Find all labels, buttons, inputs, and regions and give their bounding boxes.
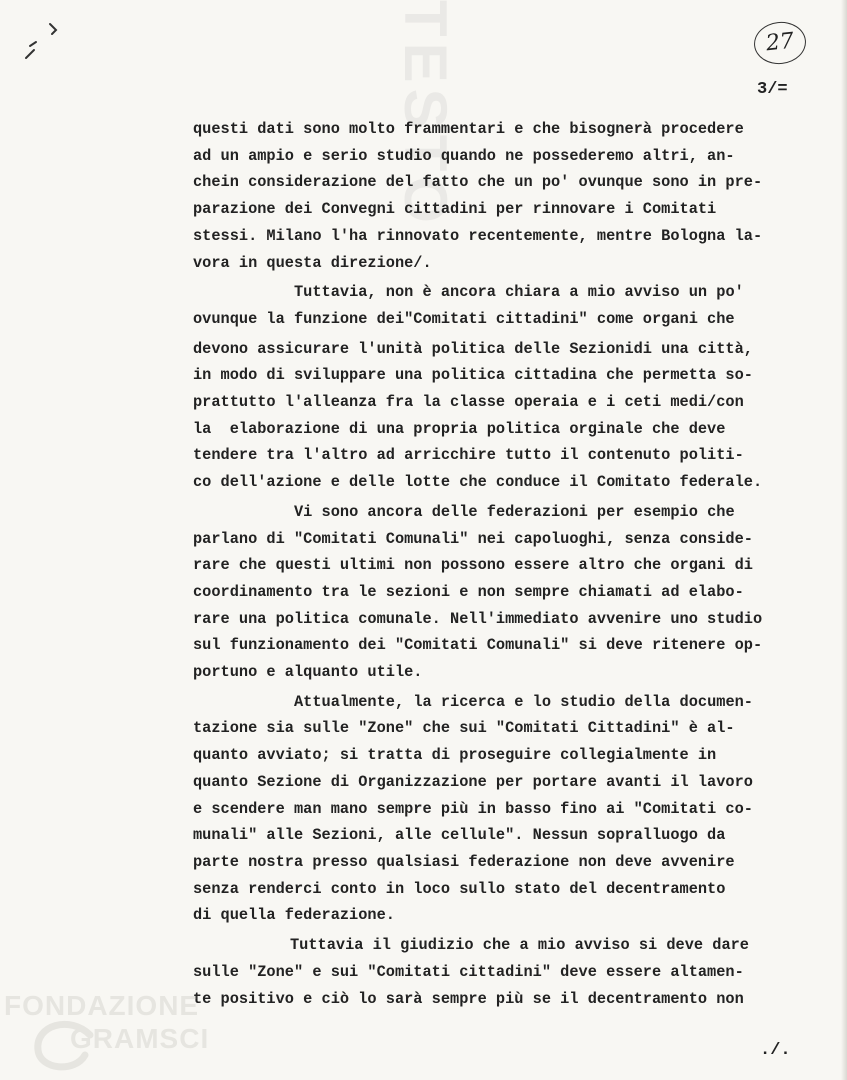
paragraph-start: Attualmente, la ricerca e lo studio della documen- xyxy=(294,692,753,711)
text-line: chein considerazione del fatto che un po' ovunque sono in pre- xyxy=(193,173,763,192)
text-line: portuno e alquanto utile. xyxy=(193,663,423,682)
text-line: stessi. Milano l'ha rinnovato recentemente, mentre Bologna la- xyxy=(193,226,763,245)
text-line: parte nostra presso qualsiasi federazione non deve avvenire xyxy=(193,852,735,871)
corner-mark-icon xyxy=(20,20,60,60)
folio-number: 27 xyxy=(752,19,808,66)
text-line: in modo di sviluppare una politica cittadina che permetta so- xyxy=(193,366,753,385)
page-edge-shadow xyxy=(841,0,847,1080)
typewritten-body xyxy=(193,116,813,1012)
text-line: tazione sia sulle "Zone" che sui "Comitati Cittadini" è al- xyxy=(193,719,735,738)
text-line: parlano di "Comitati Comunali" nei capoluoghi, senza conside- xyxy=(193,529,753,548)
text-line: coordinamento tra le sezioni e non sempre chiamati ad elabo- xyxy=(193,582,744,601)
archive-logo xyxy=(0,985,210,1080)
text-line: quanto Sezione di Organizzazione per portare avanti il lavoro xyxy=(193,772,753,791)
text-line: e scendere man mano sempre più in basso fino ai "Comitati co- xyxy=(193,799,753,818)
text-line: co dell'azione e delle lotte che conduce il Comitato federale. xyxy=(193,473,763,492)
logo-text-top: FONDAZIONE xyxy=(4,990,200,1021)
text-line: sulle "Zone" e sui "Comitati cittadini" deve essere altamen- xyxy=(193,962,744,981)
text-line: ad un ampio e serio studio quando ne possederemo altri, an- xyxy=(193,146,735,165)
text-line: la elaborazione di una propria politica orginale che deve xyxy=(193,419,726,438)
text-line: munali" alle Sezioni, alle cellule". Nessun sopralluogo da xyxy=(193,826,726,845)
text-line: rare una politica comunale. Nell'immediato avvenire uno studio xyxy=(193,609,763,628)
text-line: devono assicurare l'unità politica delle Sezionidi una città, xyxy=(193,339,753,358)
text-line: questi dati sono molto frammentari e che bisognerà procedere xyxy=(193,120,744,138)
logo-text-bottom: GRAMSCI xyxy=(70,1023,210,1054)
text-line: sul funzionamento dei "Comitati Comunali" si deve ritenere op- xyxy=(193,636,763,655)
text-line: rare che questi ultimi non possono essere altro che organi di xyxy=(193,556,753,575)
text-line: tendere tra l'altro ad arricchire tutto il contenuto politi- xyxy=(193,446,744,465)
text-line: ovunque la funzione dei"Comitati cittadini" come organi che xyxy=(193,309,735,328)
paragraph-start: Tuttavia il giudizio che a mio avviso si deve dare xyxy=(290,936,749,955)
text-line: di quella federazione. xyxy=(193,906,395,925)
text-line: parazione dei Convegni cittadini per rinnovare i Comitati xyxy=(193,200,717,219)
text-line: vora in questa direzione/. xyxy=(193,253,432,272)
text-line: senza renderci conto in loco sullo stato del decentramento xyxy=(193,879,726,898)
paragraph-start: Vi sono ancora delle federazioni per esempio che xyxy=(294,502,735,521)
continuation-mark: ./. xyxy=(760,1041,791,1060)
paragraph-start: Tuttavia, non è ancora chiara a mio avviso un po' xyxy=(294,283,744,302)
text-line: quanto avviato; si tratta di proseguire collegialmente in xyxy=(193,746,717,765)
page-number: 3/= xyxy=(757,80,788,99)
text-line: te positivo e ciò lo sarà sempre più se il decentramento non xyxy=(193,989,744,1008)
text-line: prattutto l'alleanza fra la classe operaia e i ceti medi/con xyxy=(193,393,744,412)
watermark: TESTO xyxy=(392,0,459,229)
